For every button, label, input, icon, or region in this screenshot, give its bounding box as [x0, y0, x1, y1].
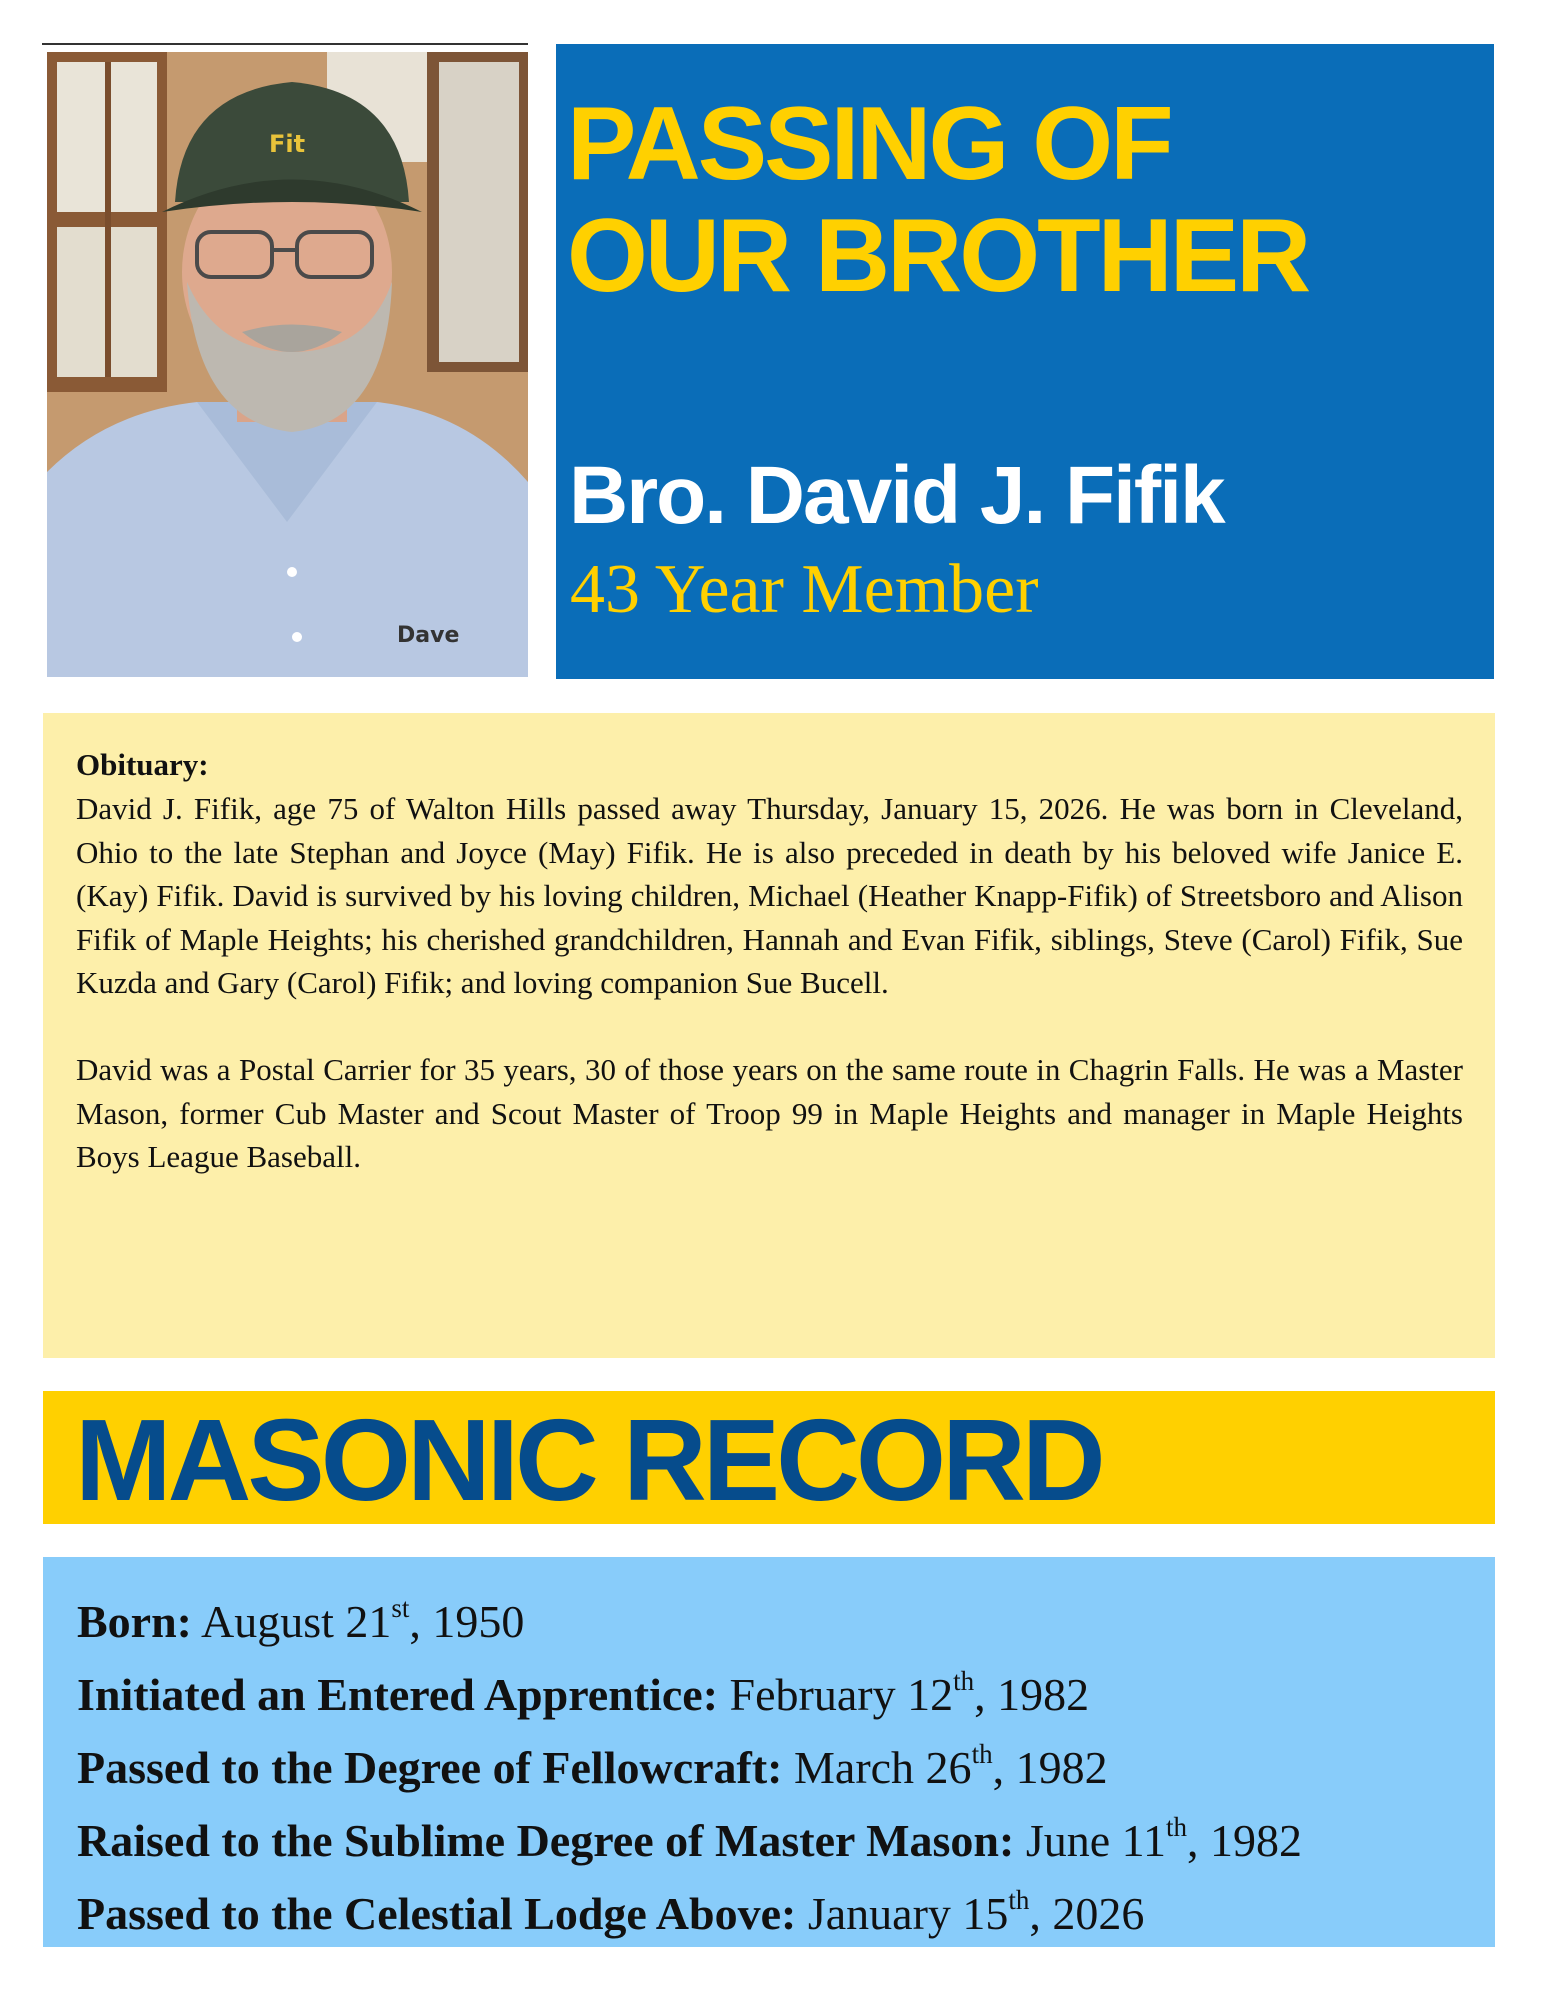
- obituary-paragraph-1: David J. Fifik, age 75 of Walton Hills passed away Thursday, January 15, 2026. He was born in Cleveland, Ohio to the late Stephan and Joyce (May) Fifik. He is also preceded in death by his beloved wife Janice E. (Kay) Fifik. David is survived by his loving children, Michael (Heather Knapp-Fifik) of Streetsboro and Alison Fifik of Maple Heights; his cherished grandchildren, Hannah and Evan Fifik, siblings, Steve (Carol) Fifik, Sue Kuzda and Gary (Carol) Fifik; and loving companion Sue Bucell.: [76, 791, 1463, 1000]
- record-born: [77, 1585, 1495, 1658]
- hero-title-line-1: PASSING OF: [567, 86, 1171, 202]
- obituary-heading: Obituary:: [76, 747, 209, 782]
- portrait-photo: [47, 52, 528, 677]
- record-date: February 12th, 1982: [729, 1666, 1090, 1720]
- portrait-illustration: [47, 52, 528, 677]
- masonic-record-list: [43, 1557, 1495, 1947]
- hero-title-line-2: OUR BROTHER: [567, 198, 1309, 314]
- record-date: June 11th, 1982: [1025, 1812, 1302, 1866]
- record-date: March 26th, 1982: [794, 1739, 1108, 1793]
- hero-title: [567, 88, 1487, 312]
- record-fellowcraft: [77, 1731, 1495, 1804]
- obituary-section: [43, 713, 1495, 1358]
- record-date: January 15th, 2026: [807, 1885, 1145, 1939]
- record-celestial-lodge: [77, 1877, 1495, 1950]
- masonic-record-title: MASONIC RECORD: [75, 1395, 1102, 1525]
- record-date: August 21st, 1950: [200, 1593, 525, 1647]
- top-rule: [42, 43, 528, 45]
- record-master-mason: [77, 1804, 1495, 1877]
- shirt-name-text: Dave: [397, 623, 460, 648]
- record-label: Raised to the Sublime Degree of Master Mason:: [77, 1815, 1015, 1866]
- record-label: Initiated an Entered Apprentice:: [77, 1669, 719, 1720]
- membership-years: 43 Year Member: [570, 551, 1039, 628]
- record-label: Born:: [77, 1596, 192, 1647]
- record-label: Passed to the Celestial Lodge Above:: [77, 1888, 797, 1939]
- obituary-paragraph-2: David was a Postal Carrier for 35 years, 30 of those years on the same route in Chagrin Falls. He was a Master Mason, former Cub Master and Scout Master of Troop 99 in Maple Heights and manager in Maple Heights Boys League Baseball.: [76, 1052, 1463, 1174]
- cap-logo-text: Fit: [269, 130, 306, 158]
- member-name: Bro. David J. Fifik: [569, 450, 1224, 541]
- record-entered-apprentice: [77, 1658, 1495, 1731]
- record-label: Passed to the Degree of Fellowcraft:: [77, 1742, 783, 1793]
